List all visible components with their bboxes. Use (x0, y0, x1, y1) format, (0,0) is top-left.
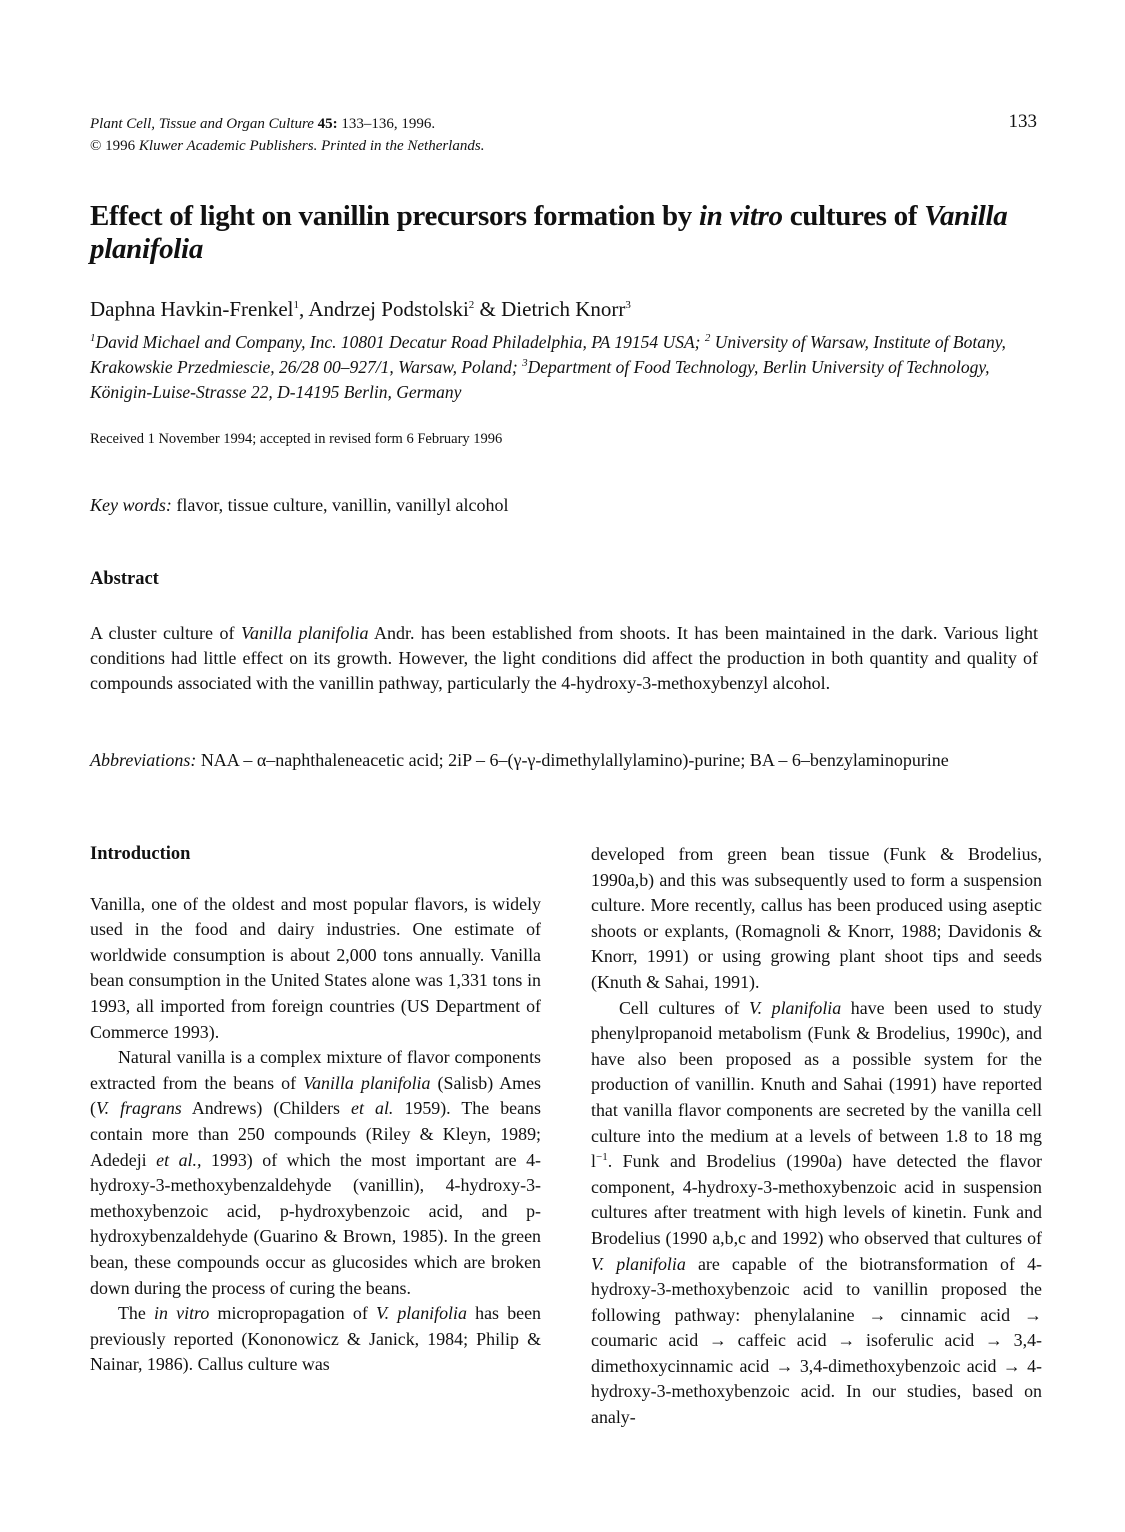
intro-paragraph-4 (591, 996, 1042, 1431)
author-list (90, 297, 631, 322)
abbreviations-text: NAA – α–naphthaleneacetic acid; 2iP – 6–(γ-γ-dimethylallylamino)-purine; BA – 6–benzylaminopurine (200, 750, 949, 770)
copyright-symbol: © (90, 138, 102, 154)
title-part3: cultures of (789, 200, 918, 232)
intro-p3-c-cont: developed from green bean tissue (Funk & Brodelius, 1990a,b) and this was subsequently used to form a suspension culture. More recently, callus has been produced using aseptic shoots or explants, (Romagnoli & Knorr, 1988; Davidonis & Knorr, 1991) or using growing plant shoot tips and seeds (Knuth & Sahai, 1991). (591, 844, 1042, 992)
intro-p2-etal1: et al. (351, 1098, 394, 1119)
intro-p2-e: 1993) of which the most important are 4-hydroxy-3-methoxybenzaldehyde (vanillin), 4-hydroxy-3-methoxybenzoic acid, p-hydroxybenzoic acid, and p-hydroxybenzaldehyde (Guarino & Brown, 1985). In the green bean, these compounds occur as glucosides which are broken down during the process of curing the beans. (90, 1149, 541, 1298)
intro-p2-a: Natural vanilla is a complex mixture of flavor components extracted from the beans of (90, 1047, 541, 1093)
abstract-text (90, 621, 1038, 696)
intro-p4-vp: V. planifolia (749, 997, 842, 1018)
left-column (90, 842, 541, 1378)
affil-1-sup: 1 (90, 332, 96, 345)
intro-p2-c: Andrews) (Childers (191, 1098, 340, 1119)
affil-2-sup: 2 (704, 332, 711, 345)
intro-p2-vf: V. fragrans (95, 1098, 182, 1119)
author-1-sup: 1 (293, 299, 300, 311)
author-2-sup: 2 (468, 299, 475, 311)
intro-p3-vp: V. planifolia (376, 1303, 467, 1324)
keywords-text: flavor, tissue culture, vanillin, vanillyl alcohol (176, 495, 509, 515)
affil-3-sup: 3 (522, 357, 528, 370)
intro-p3-invitro: in vitro (154, 1303, 210, 1324)
keywords-label: Key words: (90, 495, 172, 515)
intro-p3-c: has been previously reported (Kononowicz & Janick, 1984; Philip & Nainar, 1986). Callus culture was (90, 1303, 541, 1375)
journal-name: Plant Cell, Tissue and Organ Culture (90, 116, 314, 132)
intro-p4-b: have been used to study phenylpropanoid metabolism (Funk & Brodelius, 1990c), and have also been proposed as a possible system for the production of vanillin. Knuth and Sahai (1991) have reported that vanilla flavor components are secreted by the vanilla cell culture into the medium at a levels of between 1.8 to 18 mg l (591, 997, 1042, 1172)
abbreviations (90, 748, 1038, 773)
author-3: Dietrich Knorr (501, 297, 626, 321)
intro-p4-a: Cell cultures of (619, 997, 740, 1018)
keywords (90, 495, 509, 516)
author-1: Daphna Havkin-Frenkel (90, 297, 294, 321)
title-in-vitro: in vitro (698, 200, 783, 232)
author-sep-2: & (474, 297, 502, 321)
affil-2: University of Warsaw, Institute of Botany, Krakowskie Przedmiescie, 26/28 00–927/1, Warsaw, Poland; (90, 332, 1006, 377)
copyright-year: 1996 (105, 138, 136, 154)
introduction-heading: Introduction (90, 844, 191, 864)
journal-citation (90, 113, 484, 157)
publisher: Kluwer Academic Publishers. (138, 138, 318, 154)
journal-volume: 45: (317, 116, 338, 132)
intro-paragraph-1: Vanilla, one of the oldest and most popular flavors, is widely used in the food and dairy industries. One estimate of worldwide consumption is about 2,000 tons annually. Vanilla bean consumption in the United States alone was 1,331 tons in 1993, all imported from foreign countries (US Department of Commerce 1993). (90, 893, 541, 1042)
affiliations (90, 330, 1040, 405)
affil-1: David Michael and Company, Inc. 10801 Decatur Road Philadelphia, PA 19154 USA; (95, 332, 701, 352)
page-number: 133 (1008, 111, 1037, 132)
intro-p2-d: 1959). The beans contain more than 250 compounds (Riley & Kleyn, 1989; Adedeji (90, 1098, 541, 1170)
intro-p3-b: micropropagation of (217, 1303, 368, 1324)
intro-p4-vp2: V. planifolia (591, 1253, 686, 1274)
intro-p2-species: Vanilla planifolia (303, 1072, 431, 1093)
abstract-part1: A cluster culture of (90, 623, 235, 643)
intro-p3-a: The (118, 1303, 146, 1324)
intro-paragraph-3-cont (591, 842, 1042, 996)
printed-in: Printed in the Netherlands. (321, 138, 485, 154)
author-2: Andrzej Podstolski (308, 297, 469, 321)
received-dates: Received 1 November 1994; accepted in revised form 6 February 1996 (90, 431, 503, 447)
intro-paragraph-2 (90, 1045, 541, 1301)
abstract-species: Vanilla planifolia (240, 623, 369, 643)
abbreviations-label: Abbreviations: (90, 750, 197, 770)
affil-3: Department of Food Technology, Berlin University of Technology, Königin-Luise-Strasse 22, D-14195 Berlin, Germany (90, 357, 990, 402)
intro-p4-d: are capable of the biotransformation of 4-hydroxy-3-methoxybenzoic acid to vanillin proposed the following pathway: phenylalanine → cinnamic acid → coumaric acid → caffeic acid → isoferulic acid → 3,4-dimethoxycinnamic acid → 3,4-dimethoxybenzoic acid → 4-hydroxy-3-methoxybenzoic acid. In our studies, based on analy- (591, 1253, 1042, 1428)
intro-p4-sup: −1 (595, 1151, 608, 1164)
title-species: Vanilla planifolia (90, 200, 1008, 265)
intro-p2-b: (Salisb) Ames ( (90, 1072, 541, 1119)
abstract-heading: Abstract (90, 569, 159, 589)
paper-title (90, 200, 1040, 266)
title-part1: Effect of light on vanillin precursors formation by (90, 200, 692, 232)
right-column (591, 842, 1042, 1431)
intro-p2-etal2: et al., (156, 1149, 202, 1170)
abstract-part2: Andr. has been established from shoots. It has been maintained in the dark. Various light conditions had little effect on its growth. However, the light conditions did affect the production in both quantity and quality of compounds associated with the vanillin pathway, particularly the 4-hydroxy-3-methoxybenzyl alcohol. (90, 623, 1038, 693)
intro-paragraph-3-start (90, 1301, 541, 1378)
author-sep-1: , (299, 297, 309, 321)
journal-pages-year: 133–136, 1996. (341, 116, 436, 132)
intro-p4-c: . Funk and Brodelius (1990a) have detected the flavor component, 4-hydroxy-3-methoxybenzoic acid in suspension cultures after treatment with high levels of kinetin. Funk and Brodelius (1990 a,b,c and 1992) who observed that cultures of (591, 1151, 1042, 1248)
author-3-sup: 3 (625, 299, 631, 311)
